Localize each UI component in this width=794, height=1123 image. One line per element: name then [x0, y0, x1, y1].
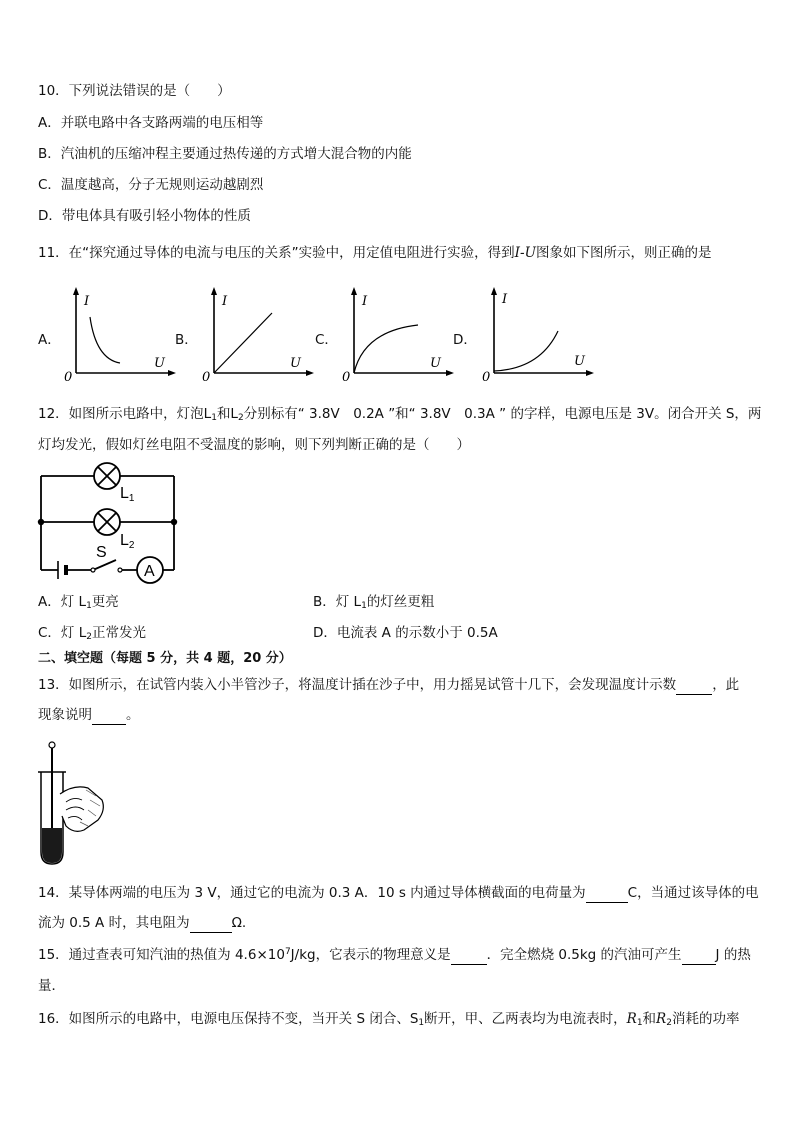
label-l1: L1: [120, 485, 135, 504]
q15-line2: 量．: [38, 978, 65, 994]
q13-line1: [38, 676, 739, 695]
q10-option-b: B．汽油机的压缩冲程主要通过热传递的方式增大混合物的内能: [38, 146, 412, 162]
origin-label: 0: [342, 370, 351, 385]
q11-stem: [38, 244, 711, 262]
q16-sub: 1: [418, 1018, 425, 1028]
y-arrow: [351, 287, 357, 295]
q15-text-b: J/kg，它表示的物理意义是: [290, 947, 451, 963]
q15-text-d: J 的热: [715, 947, 751, 963]
hand: [60, 787, 103, 831]
q14-text-b: C，当通过该导体的电: [627, 885, 759, 901]
q14-text-c: 流为 0.5 A 时，其电阻为: [38, 915, 190, 931]
x-arrow: [586, 370, 594, 376]
label-ammeter-a: A: [144, 563, 155, 580]
q15-blank-2: [682, 946, 716, 965]
q15-text-c: ．完全燃烧 0.5kg 的汽油可产生: [486, 947, 682, 963]
q12-opt-a-sub: 1: [86, 601, 92, 611]
x-arrow: [446, 370, 454, 376]
q15-blank-1: [451, 946, 487, 965]
curve-concave: [354, 325, 418, 373]
q16-r2: R: [656, 1011, 667, 1027]
sand: [42, 828, 62, 863]
section-heading-fill-blank: 二、填空题（每题 5 分，共 4 题，20 分）: [38, 651, 292, 666]
q12-text-c: 分别标有“ 3.8V 0.2A ”和“ 3.8V 0.3A ” 的字样，电源电压是 3V。闭合开关 S，两: [243, 406, 762, 422]
switch-contact-left: [91, 568, 95, 572]
q10-stem: 10．下列说法错误的是（ ）: [38, 83, 231, 99]
q15-line1: [38, 946, 751, 965]
x-arrow: [306, 370, 314, 376]
q11-graph-d-label: D．: [453, 332, 477, 348]
q13-blank-2: [92, 706, 126, 725]
axis-label-u: U: [430, 356, 441, 371]
q16-text-a: 16．如图所示的电路中，电源电压保持不变，当开关 S 闭合、S: [38, 1011, 419, 1027]
q16-r1: R: [626, 1011, 637, 1027]
q12-option-b: [313, 593, 434, 611]
q14-text-d: Ω.: [231, 915, 247, 931]
q12-text-a: 12．如图所示电路中，灯泡L: [38, 406, 212, 422]
q12-option-d: D．电流表 A 的示数小于 0.5A: [313, 625, 498, 641]
origin-label: 0: [482, 370, 491, 385]
q12-opt-a-text2: 更亮: [91, 594, 119, 610]
q14-text-a: 14．某导体两端的电压为 3 V，通过它的电流为 0.3 A．10 s 内通过导体横截面的电荷量为: [38, 885, 586, 901]
q16-and: 和: [642, 1011, 657, 1027]
q11-stem-pre: 11．在“探究通过导体的电流与电压的关系”实验中，用定值电阻进行实验，得到: [38, 245, 515, 261]
q12-stem-line1: [38, 405, 761, 423]
q13-blank-1: [676, 676, 712, 695]
junction-right: [171, 519, 177, 525]
q16-text-c: 消耗的功率: [671, 1011, 740, 1027]
axis-label-u: U: [154, 356, 165, 371]
q12-text-b: 和L: [216, 406, 238, 422]
q11-graph-b: [198, 285, 318, 385]
label-l2: L2: [120, 532, 135, 551]
q16-r1-sub: 1: [636, 1018, 643, 1028]
q12-opt-b-text: B．灯 L: [313, 594, 362, 610]
q11-graph-c-label: C．: [315, 332, 338, 348]
origin-label: 0: [202, 370, 211, 385]
x-arrow: [168, 370, 176, 376]
q11-stem-iu: I-U: [514, 245, 536, 261]
y-arrow: [491, 287, 497, 295]
q15-sup: 7: [284, 947, 291, 957]
curve-inverse: [90, 317, 120, 363]
q12-opt-b-sub: 1: [361, 601, 367, 611]
q13-text-a: 13．如图所示，在试管内装入小半管沙子，将温度计插在沙子中，用力摇晃试管十几下，会发现温度计示数: [38, 677, 677, 693]
junction-left: [38, 519, 44, 525]
q10-option-d: D．带电体具有吸引轻小物体的性质: [38, 208, 251, 224]
q14-blank-2: [190, 914, 232, 933]
q12-opt-a-text: A．灯 L: [38, 594, 87, 610]
q10-option-a: A．并联电路中各支路两端的电压相等: [38, 115, 264, 131]
q13-text-c: 现象说明: [38, 707, 92, 723]
q13-test-tube-illustration: [30, 740, 110, 868]
curve-convex: [494, 331, 558, 371]
q11-graph-a: [60, 285, 180, 385]
q12-option-c: [38, 624, 146, 642]
q16-r2-sub: 2: [666, 1018, 672, 1028]
q12-opt-b-text2: 的灯丝更粗: [366, 594, 435, 610]
q14-line2: [38, 914, 246, 933]
thermometer-top: [49, 742, 55, 748]
q12-opt-c-sub: 2: [86, 632, 92, 642]
axis-label-u: U: [290, 356, 301, 371]
q12-option-a: [38, 593, 119, 611]
q11-graph-b-label: B．: [175, 332, 198, 348]
q11-graph-c: [338, 285, 458, 385]
q14-line1: [38, 884, 759, 903]
q14-blank-1: [586, 884, 628, 903]
q11-graph-d: [478, 285, 598, 385]
axis-label-i: I: [222, 294, 228, 309]
axis-label-u: U: [574, 354, 585, 369]
axis-label-i: I: [502, 292, 508, 307]
axis-label-i: I: [84, 294, 90, 309]
q12-stem-line2: 灯均发光，假如灯丝电阻不受温度的影响，则下列判断正确的是（ ）: [38, 437, 470, 453]
q10-option-c: C．温度越高，分子无规则运动越剧烈: [38, 177, 264, 193]
line-proportional: [214, 313, 272, 373]
switch-contact-right: [118, 568, 122, 572]
y-arrow: [73, 287, 79, 295]
y-arrow: [211, 287, 217, 295]
q12-opt-c-text: C．灯 L: [38, 625, 87, 641]
q11-stem-post: 图象如下图所示，则正确的是: [535, 245, 712, 261]
q12-opt-c-text2: 正常发光: [91, 625, 146, 641]
q13-line2: [38, 706, 140, 725]
q12-sub1: 1: [211, 413, 217, 423]
q16-line1: [38, 1010, 739, 1028]
label-switch-s: S: [96, 544, 107, 561]
q11-graph-a-label: A．: [38, 332, 61, 348]
q15-text-a: 15．通过查表可知汽油的热值为 4.6×10: [38, 947, 285, 963]
q16-text-b: 断开，甲、乙两表均为电流表时，: [424, 1011, 627, 1027]
q12-circuit-diagram: [36, 460, 181, 585]
origin-label: 0: [64, 370, 73, 385]
axis-label-i: I: [362, 294, 368, 309]
q13-text-d: 。: [126, 707, 140, 723]
q12-sub2: 2: [237, 413, 244, 423]
q13-text-b: ，此: [712, 677, 740, 693]
